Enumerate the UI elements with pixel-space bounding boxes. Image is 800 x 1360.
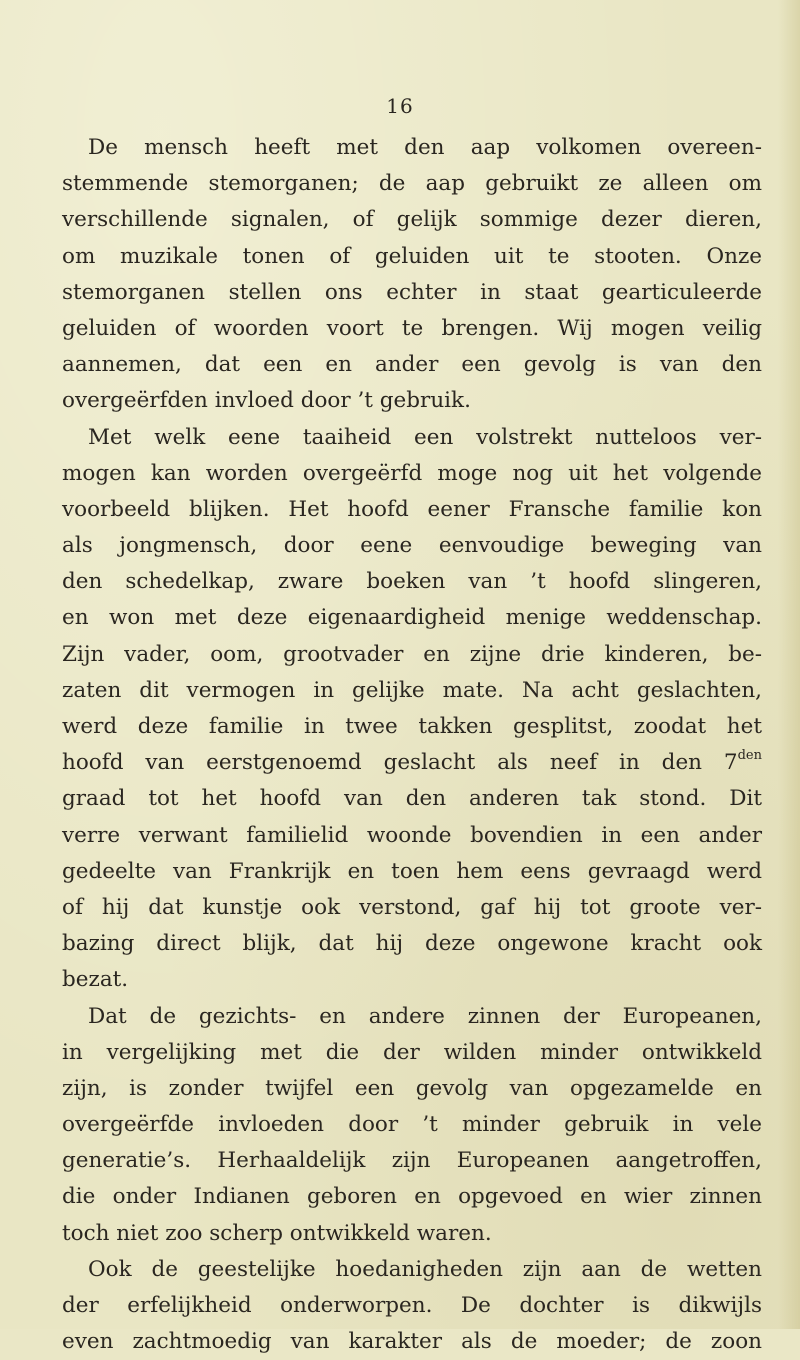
text-line (62, 275, 762, 311)
text-line-content: bazing direct blijk, dat hij deze ongewone kracht ook (62, 931, 762, 957)
text-line (62, 745, 762, 781)
text-line-content: zaten dit vermogen in gelijke mate. Na acht geslachten, (62, 677, 762, 703)
text-line-content: toch niet zoo scherp ontwikkeld waren. (62, 1220, 492, 1246)
text-line (62, 347, 762, 383)
text-line (62, 492, 762, 528)
text-line-content: hoofd van eerstgenoemd geslacht als neef in den 7 (62, 750, 738, 776)
text-line (62, 1216, 762, 1252)
text-line-content: zijn, is zonder twijfel een gevolg van opgezamelde en (62, 1075, 762, 1101)
text-line-content: werd deze familie in twee takken gesplitst, zoodat het (62, 714, 762, 739)
text-line (62, 818, 762, 854)
text-line (62, 130, 762, 166)
text-line (62, 383, 762, 419)
text-line (62, 166, 762, 202)
text-line-content: overgeërfde invloeden door ’t minder gebruik in vele (62, 1112, 762, 1138)
text-line-content: overgeërfden invloed door ’t gebruik. (62, 388, 471, 414)
text-line-content: verschillende signalen, of gelijk sommige dezer dieren, (62, 207, 762, 233)
text-line (62, 1324, 762, 1360)
text-line (62, 1252, 762, 1288)
text-line-content: verre verwant familielid woonde bovendien in een ander (62, 822, 762, 848)
text-line-content: Ook de geestelijke hoedanigheden zijn aan de wetten (88, 1256, 762, 1282)
text-line-content: als jongmensch, door eene eenvoudige beweging van (62, 533, 762, 559)
text-line-content: Dat de gezichts- en andere zinnen der Europeanen, (88, 1003, 762, 1029)
text-line (62, 1035, 762, 1071)
text-line (62, 1179, 762, 1215)
text-line (62, 709, 762, 745)
body-text (62, 130, 762, 1360)
text-line-content: bezat. (62, 967, 129, 993)
text-line (62, 999, 762, 1035)
text-line (62, 637, 762, 673)
text-line (62, 1107, 762, 1143)
text-line-content: graad tot het hoofd van den anderen tak stond. Dit (62, 786, 762, 812)
text-line-content: stemmende stemorganen; de aap gebruikt ze alleen om (62, 171, 762, 197)
text-line-content: der erfelijkheid onderworpen. De dochter is dikwijls (62, 1293, 762, 1318)
text-line-content: den schedelkap, zware boeken van ’t hoofd slingeren, (62, 569, 762, 595)
text-line (62, 962, 762, 998)
text-line-content: gedeelte van Frankrijk en toen hem eens gevraagd werd (62, 858, 762, 884)
text-line (62, 781, 762, 817)
text-line-content: even zachtmoedig van karakter als de moeder; de zoon (62, 1329, 762, 1355)
superscript: den (737, 748, 762, 764)
text-line (62, 202, 762, 238)
text-line (62, 311, 762, 347)
text-line-content: generatie’s. Herhaaldelijk zijn Europeanen aangetroffen, (62, 1148, 762, 1174)
text-line-content: en won met deze eigenaardigheid menige weddenschap. (62, 605, 762, 631)
text-line (62, 890, 762, 926)
text-line (62, 528, 762, 564)
text-line-content: voorbeeld blijken. Het hoofd eener Fransche familie kon (62, 496, 762, 522)
text-line-content: stemorganen stellen ons echter in staat gearticuleerde (62, 279, 762, 305)
page-edge-shading (778, 0, 800, 1329)
text-line (62, 1143, 762, 1179)
text-line (62, 564, 762, 600)
text-line (62, 239, 762, 275)
text-line-content: mogen kan worden overgeërfd moge nog uit het volgende (62, 460, 762, 486)
text-line-content: om muzikale tonen of geluiden uit te stooten. Onze (62, 243, 762, 269)
text-line (62, 673, 762, 709)
text-line-content: Met welk eene taaiheid een volstrekt nutteloos ver- (88, 424, 762, 450)
text-line-content: Zijn vader, oom, grootvader en zijne drie kinderen, be- (62, 641, 762, 667)
text-line (62, 1288, 762, 1324)
text-line-content: of hij dat kunstje ook verstond, gaf hij tot groote ver- (62, 894, 762, 920)
text-line (62, 854, 762, 890)
text-line-content: De mensch heeft met den aap volkomen overeen- (88, 135, 762, 160)
text-line-content: aannemen, dat een en ander een gevolg is van den (62, 352, 762, 378)
text-line (62, 926, 762, 962)
text-line-content: geluiden of woorden voort te brengen. Wij mogen veilig (62, 315, 762, 341)
text-line (62, 1071, 762, 1107)
page-number: 16 (386, 94, 414, 118)
text-line (62, 420, 762, 456)
text-line (62, 600, 762, 636)
text-line-content: die onder Indianen geboren en opgevoed en wier zinnen (62, 1184, 762, 1210)
text-line (62, 456, 762, 492)
text-line-content: in vergelijking met die der wilden minder ontwikkeld (62, 1039, 762, 1065)
